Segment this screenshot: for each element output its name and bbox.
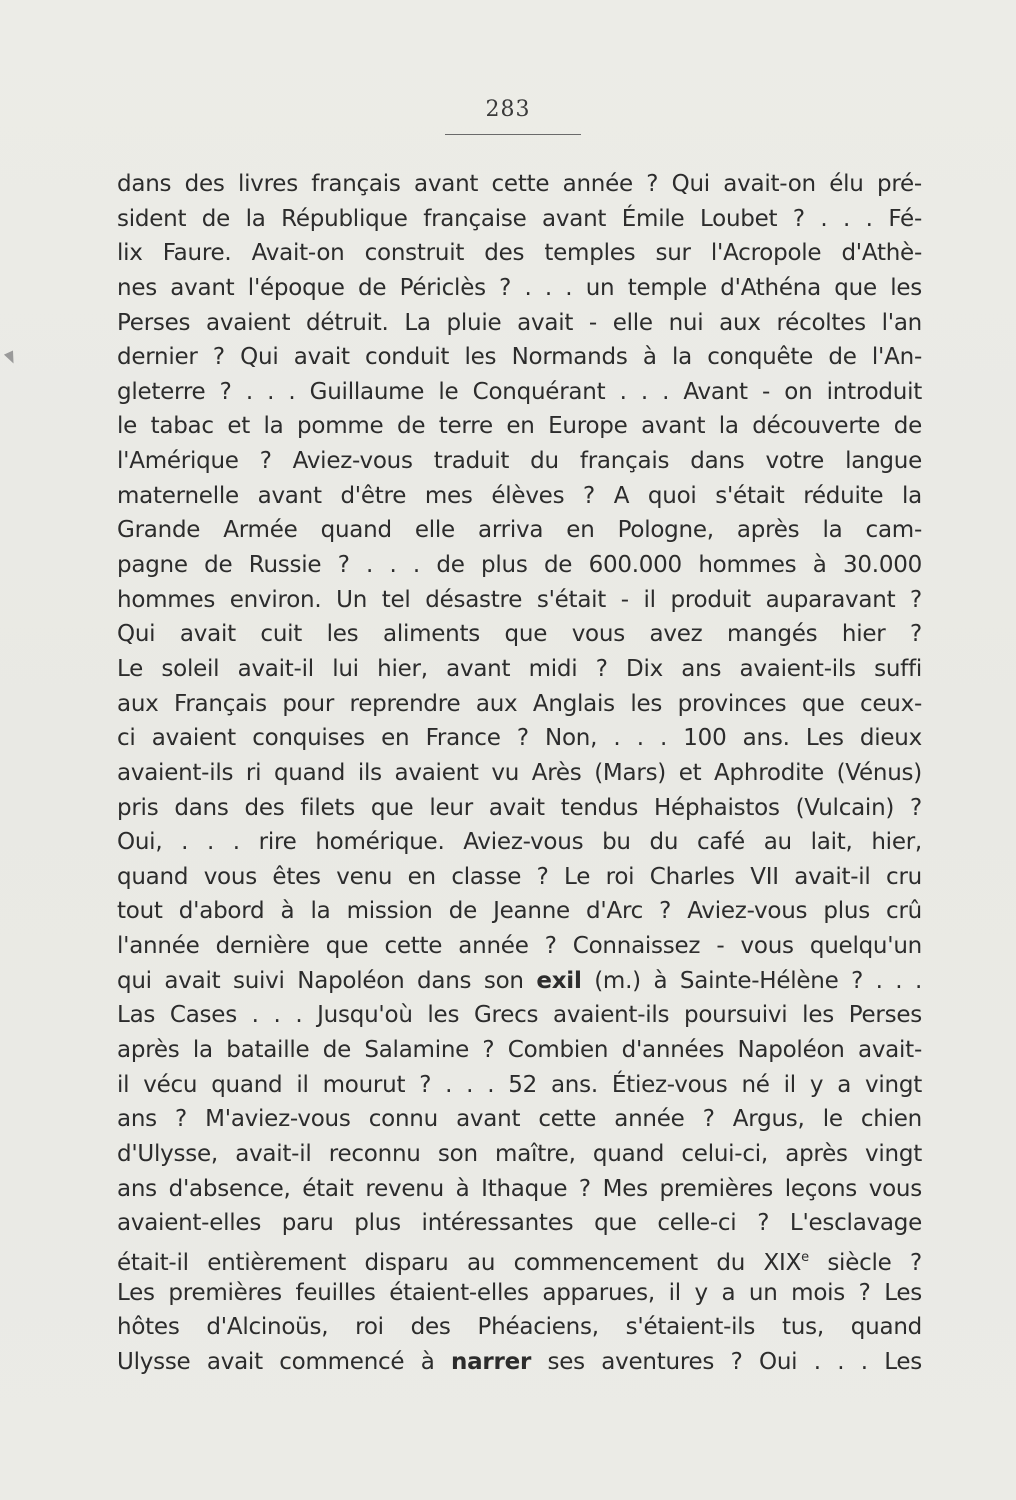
text-line: Qui avait cuit les aliments que vous avez mangés hier ? (117, 621, 922, 648)
bold-term-exil: exil (536, 967, 582, 994)
superscript-e: e (801, 1249, 809, 1265)
text-line: quand vous êtes venu en classe ? Le roi Charles VII avait-il cru (117, 863, 922, 890)
text-line: dernier ? Qui avait conduit les Normands à la conquête de l'An- (117, 344, 922, 371)
text-line: Oui, . . . rire homérique. Aviez-vous bu du café au lait, hier, (117, 829, 922, 856)
text-line: avaient-elles paru plus intéressantes que celle-ci ? L'esclavage (117, 1210, 922, 1237)
text-line: lix Faure. Avait-on construit des temples sur l'Acropole d'Athè- (117, 240, 922, 267)
text-line: tout d'abord à la mission de Jeanne d'Arc ? Aviez-vous plus crû (117, 898, 922, 925)
text-line: ans d'absence, était revenu à Ithaque ? Mes premières leçons vous (117, 1175, 922, 1202)
text-line: d'Ulysse, avait-il reconnu son maître, quand celui-ci, après vingt (117, 1140, 922, 1167)
text-line: dans des livres français avant cette année ? Qui avait-on élu pré- (117, 171, 922, 197)
text-line: ans ? M'aviez-vous connu avant cette année ? Argus, le chien (117, 1106, 922, 1133)
page-number-rule (445, 134, 581, 135)
text-line (117, 1241, 922, 1276)
bold-term-narrer: narrer (451, 1348, 532, 1375)
text-line: Les premières feuilles étaient-elles apparues, il y a un mois ? Les (117, 1279, 922, 1306)
text-line: ci avaient conquises en France ? Non, . . . 100 ans. Les dieux (117, 725, 922, 752)
page-number: 283 (485, 97, 531, 122)
text-line: gleterre ? . . . Guillaume le Conquérant . . . Avant - on introduit (117, 378, 922, 405)
text-line: Grande Armée quand elle arriva en Pologne, après la cam- (117, 517, 922, 544)
text-line: aux Français pour reprendre aux Anglais les provinces que ceux- (117, 690, 922, 717)
text-line (117, 964, 922, 999)
text-line: il vécu quand il mourut ? . . . 52 ans. Étiez-vous né il y a vingt (117, 1071, 922, 1098)
body-text (117, 167, 922, 1379)
text-segment: (m.) à Sainte-Hélène ? . . . (594, 967, 923, 994)
text-line: avaient-ils ri quand ils avaient vu Arès (Mars) et Aphrodite (Vénus) (117, 759, 922, 786)
text-line: maternelle avant d'être mes élèves ? A quoi s'était réduite la (117, 482, 922, 509)
text-line: nes avant l'époque de Périclès ? . . . un temple d'Athéna que les (117, 274, 922, 301)
text-line: Perses avaient détruit. La pluie avait - elle nui aux récoltes l'an (117, 309, 922, 336)
text-line: Las Cases . . . Jusqu'où les Grecs avaient-ils poursuivi les Perses (117, 1002, 922, 1029)
text-segment: Ulysse avait commencé à (117, 1348, 435, 1375)
text-line: pagne de Russie ? . . . de plus de 600.000 hommes à 30.000 (117, 552, 922, 579)
text-line: pris dans des filets que leur avait tendus Héphaistos (Vulcain) ? (117, 794, 922, 821)
text-line (117, 1345, 922, 1380)
text-line: l'année dernière que cette année ? Connaissez - vous quelqu'un (117, 933, 922, 960)
text-line: le tabac et la pomme de terre en Europe avant la découverte de (117, 413, 922, 440)
margin-mark (4, 350, 18, 365)
text-line: l'Amérique ? Aviez-vous traduit du français dans votre langue (117, 448, 922, 475)
text-line: hommes environ. Un tel désastre s'était - il produit auparavant ? (117, 586, 922, 613)
text-segment: qui avait suivi Napoléon dans son (117, 967, 524, 994)
text-segment: ses aventures ? Oui . . . Les (547, 1348, 922, 1375)
text-line: Le soleil avait-il lui hier, avant midi ? Dix ans avaient-ils suffi (117, 655, 922, 682)
text-segment: était-il entièrement disparu au commencement du XIX (117, 1249, 802, 1276)
text-line: sident de la République française avant Émile Loubet ? . . . Fé- (117, 205, 922, 232)
text-segment: siècle ? (827, 1249, 922, 1276)
text-line: hôtes d'Alcinoüs, roi des Phéaciens, s'étaient-ils tus, quand (117, 1314, 922, 1341)
text-line: après la bataille de Salamine ? Combien d'années Napoléon avait- (117, 1037, 922, 1064)
